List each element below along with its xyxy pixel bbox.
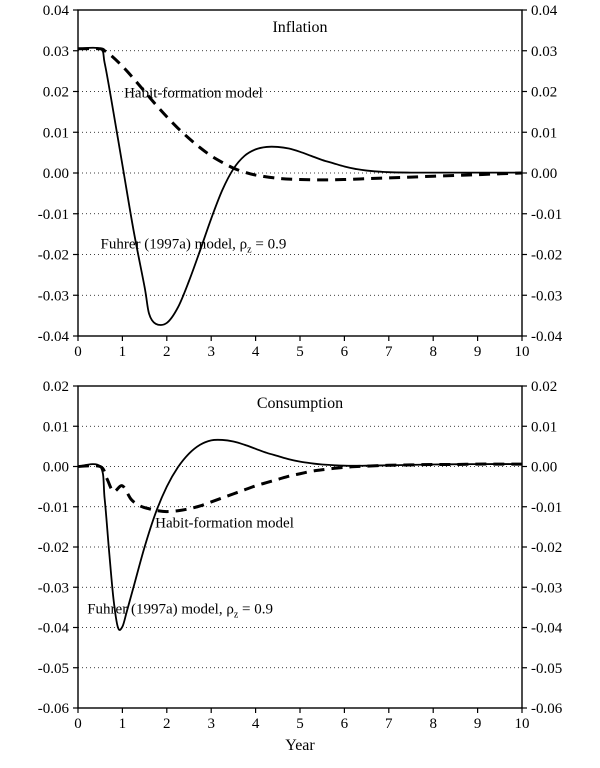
y-tick-label-left: 0.03 — [42, 43, 69, 60]
x-tick-label: 7 — [385, 716, 393, 732]
y-tick-label-right: 0.04 — [531, 3, 558, 19]
x-tick-label: 6 — [340, 344, 349, 360]
chart-panel-consumption — [0, 378, 600, 768]
x-tick-label: 9 — [473, 344, 482, 360]
series-annotation: Fuhrer (1997a) model, $\rho_z = 0.9$ — [87, 601, 274, 621]
y-tick-label-left: -0.02 — [37, 540, 69, 556]
series-annotation: Habit-formation model — [124, 85, 263, 102]
y-tick-label-left: -0.04 — [37, 620, 69, 637]
y-tick-label-left: 0.01 — [42, 125, 69, 142]
x-tick-label: 8 — [429, 344, 437, 360]
y-tick-label-left: 0.02 — [42, 379, 69, 395]
y-tick-label-right: -0.05 — [531, 660, 563, 677]
y-tick-label-right: 0.00 — [531, 166, 558, 182]
x-tick-label: 4 — [251, 716, 260, 732]
y-tick-label-left: 0.00 — [42, 459, 69, 476]
x-tick-label: 2 — [163, 716, 171, 732]
y-tick-label-right: -0.04 — [531, 620, 563, 637]
x-tick-label: 6 — [340, 716, 349, 732]
y-tick-label-right: -0.06 — [531, 701, 563, 717]
x-tick-label: 7 — [385, 344, 393, 360]
x-tick-label: 0 — [74, 716, 82, 732]
x-tick-label: 3 — [207, 716, 215, 732]
y-tick-label-right: -0.01 — [531, 499, 563, 516]
y-tick-label-right: -0.01 — [531, 206, 563, 223]
y-tick-label-right: 0.01 — [531, 419, 558, 436]
y-tick-label-left: -0.04 — [37, 329, 69, 345]
y-tick-label-left: -0.06 — [37, 701, 69, 717]
y-tick-label-left: 0.01 — [42, 419, 69, 436]
x-tick-label: 0 — [74, 344, 82, 360]
chart-panel-inflation — [0, 0, 600, 370]
y-tick-label-left: -0.01 — [37, 206, 69, 223]
y-tick-label-left: 0.04 — [42, 3, 69, 19]
panel-title: Consumption — [256, 395, 344, 412]
y-tick-label-right: -0.02 — [531, 247, 563, 264]
x-tick-label: 9 — [473, 716, 482, 732]
x-tick-label: 4 — [251, 344, 260, 360]
x-axis-title: Year — [285, 737, 315, 754]
x-tick-label: 1 — [118, 344, 127, 360]
y-tick-label-left: -0.01 — [37, 499, 69, 516]
y-tick-label-right: -0.04 — [531, 329, 563, 345]
series-annotation: Habit-formation model — [155, 515, 294, 532]
y-tick-label-left: -0.05 — [37, 660, 69, 677]
y-tick-label-right: 0.00 — [531, 459, 558, 476]
x-tick-label: 2 — [163, 344, 171, 360]
panel-title: Inflation — [272, 19, 328, 36]
x-tick-label: 10 — [514, 344, 530, 360]
y-tick-label-right: 0.02 — [531, 379, 558, 395]
y-tick-label-left: 0.02 — [42, 84, 69, 101]
y-tick-label-right: -0.03 — [531, 288, 563, 305]
x-tick-label: 5 — [296, 344, 304, 360]
y-tick-label-right: 0.03 — [531, 43, 558, 60]
y-tick-label-left: -0.03 — [37, 288, 69, 305]
x-tick-label: 1 — [118, 716, 127, 732]
y-tick-label-left: -0.02 — [37, 247, 69, 264]
y-tick-label-right: -0.03 — [531, 580, 563, 597]
inflation-chart-svg — [0, 0, 600, 370]
x-tick-label: 8 — [429, 716, 437, 732]
x-tick-label: 5 — [296, 716, 304, 732]
y-tick-label-right: 0.02 — [531, 84, 558, 101]
series-annotation: Fuhrer (1997a) model, $\rho_z = 0.9$ — [100, 236, 287, 256]
y-tick-label-right: 0.01 — [531, 125, 558, 142]
y-tick-label-left: 0.00 — [42, 166, 69, 182]
y-tick-label-left: -0.03 — [37, 580, 69, 597]
x-tick-label: 3 — [207, 344, 215, 360]
y-tick-label-right: -0.02 — [531, 540, 563, 556]
consumption-chart-svg — [0, 378, 600, 768]
x-tick-label: 10 — [514, 716, 530, 732]
